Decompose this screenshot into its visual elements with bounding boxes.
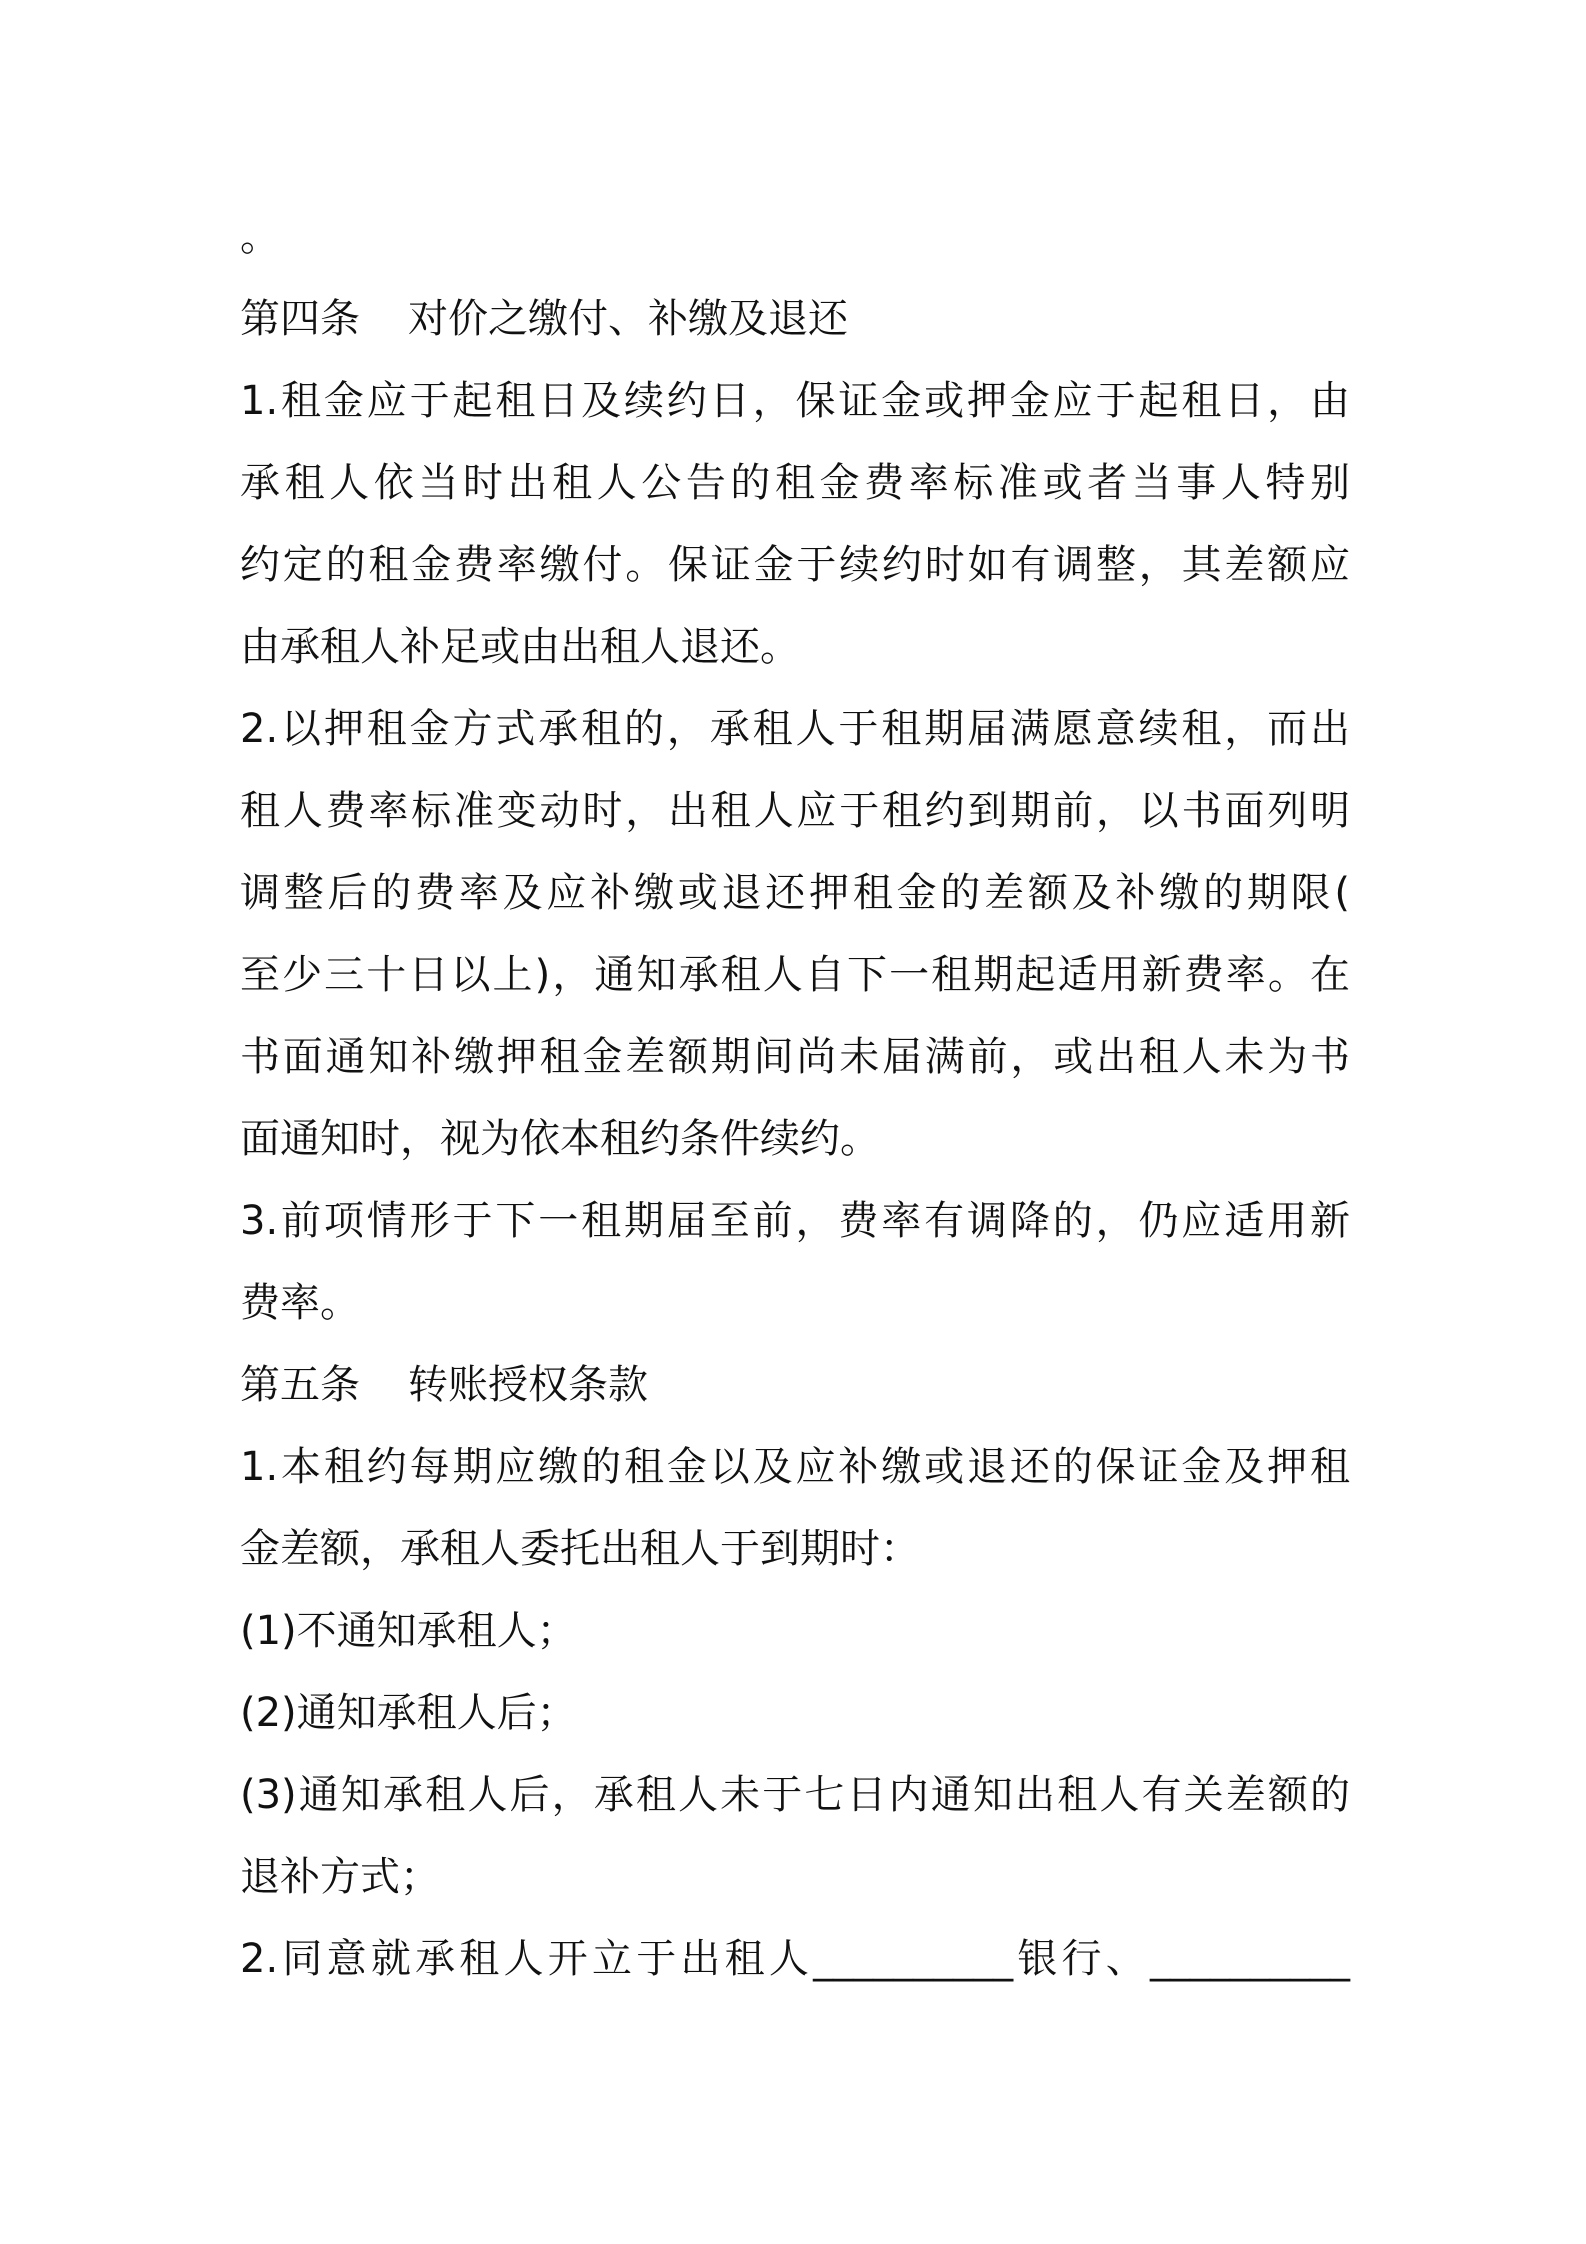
section-title: 转账授权条款 <box>408 1362 648 1408</box>
text-line: 书面通知补缴押租金差额期间尚未届满前，或出租人未为书 <box>240 1034 1350 1080</box>
text-line: 金差额，承租人委托出租人于到期时： <box>240 1526 920 1572</box>
text-line: 。 <box>240 214 280 260</box>
text-line: 承租人依当时出租人公告的租金费率标准或者当事人特别 <box>240 460 1350 506</box>
text-line: 退补方式； <box>240 1854 440 1900</box>
text-line: 约定的租金费率缴付。保证金于续约时如有调整，其差额应 <box>240 542 1350 588</box>
text-line: (3)通知承租人后，承租人未于七日内通知出租人有关差额的 <box>240 1772 1350 1818</box>
text-line: 由承租人补足或由出租人退还。 <box>240 624 800 670</box>
text-line: 调整后的费率及应补缴或退还押租金的差额及补缴的期限( <box>240 870 1350 916</box>
section-heading <box>240 278 1350 360</box>
section-heading <box>240 1344 1350 1426</box>
section-number: 第五条 <box>240 1362 360 1408</box>
text-line: 费率。 <box>240 1280 360 1326</box>
text-line: 面通知时，视为依本租约条件续约。 <box>240 1116 880 1162</box>
text-line: 3.前项情形于下一租期届至前，费率有调降的，仍应适用新 <box>240 1198 1350 1244</box>
text-line: 2.同意就承租人开立于出租人__________银行、__________ <box>240 1936 1350 1982</box>
text-line: 1.租金应于起租日及续约日，保证金或押金应于起租日，由 <box>240 378 1350 424</box>
section-number: 第四条 <box>240 296 360 342</box>
text-line: (2)通知承租人后； <box>240 1690 577 1736</box>
text-line: 至少三十日以上)，通知承租人自下一租期起适用新费率。在 <box>240 952 1350 998</box>
section-title: 对价之缴付、补缴及退还 <box>408 296 848 342</box>
text-line: 1.本租约每期应缴的租金以及应补缴或退还的保证金及押租 <box>240 1444 1350 1490</box>
text-line: (1)不通知承租人； <box>240 1608 577 1654</box>
text-line: 2.以押租金方式承租的，承租人于租期届满愿意续租，而出 <box>240 706 1350 752</box>
document-body <box>240 196 1350 2000</box>
text-line: 租人费率标准变动时，出租人应于租约到期前，以书面列明 <box>240 788 1350 834</box>
